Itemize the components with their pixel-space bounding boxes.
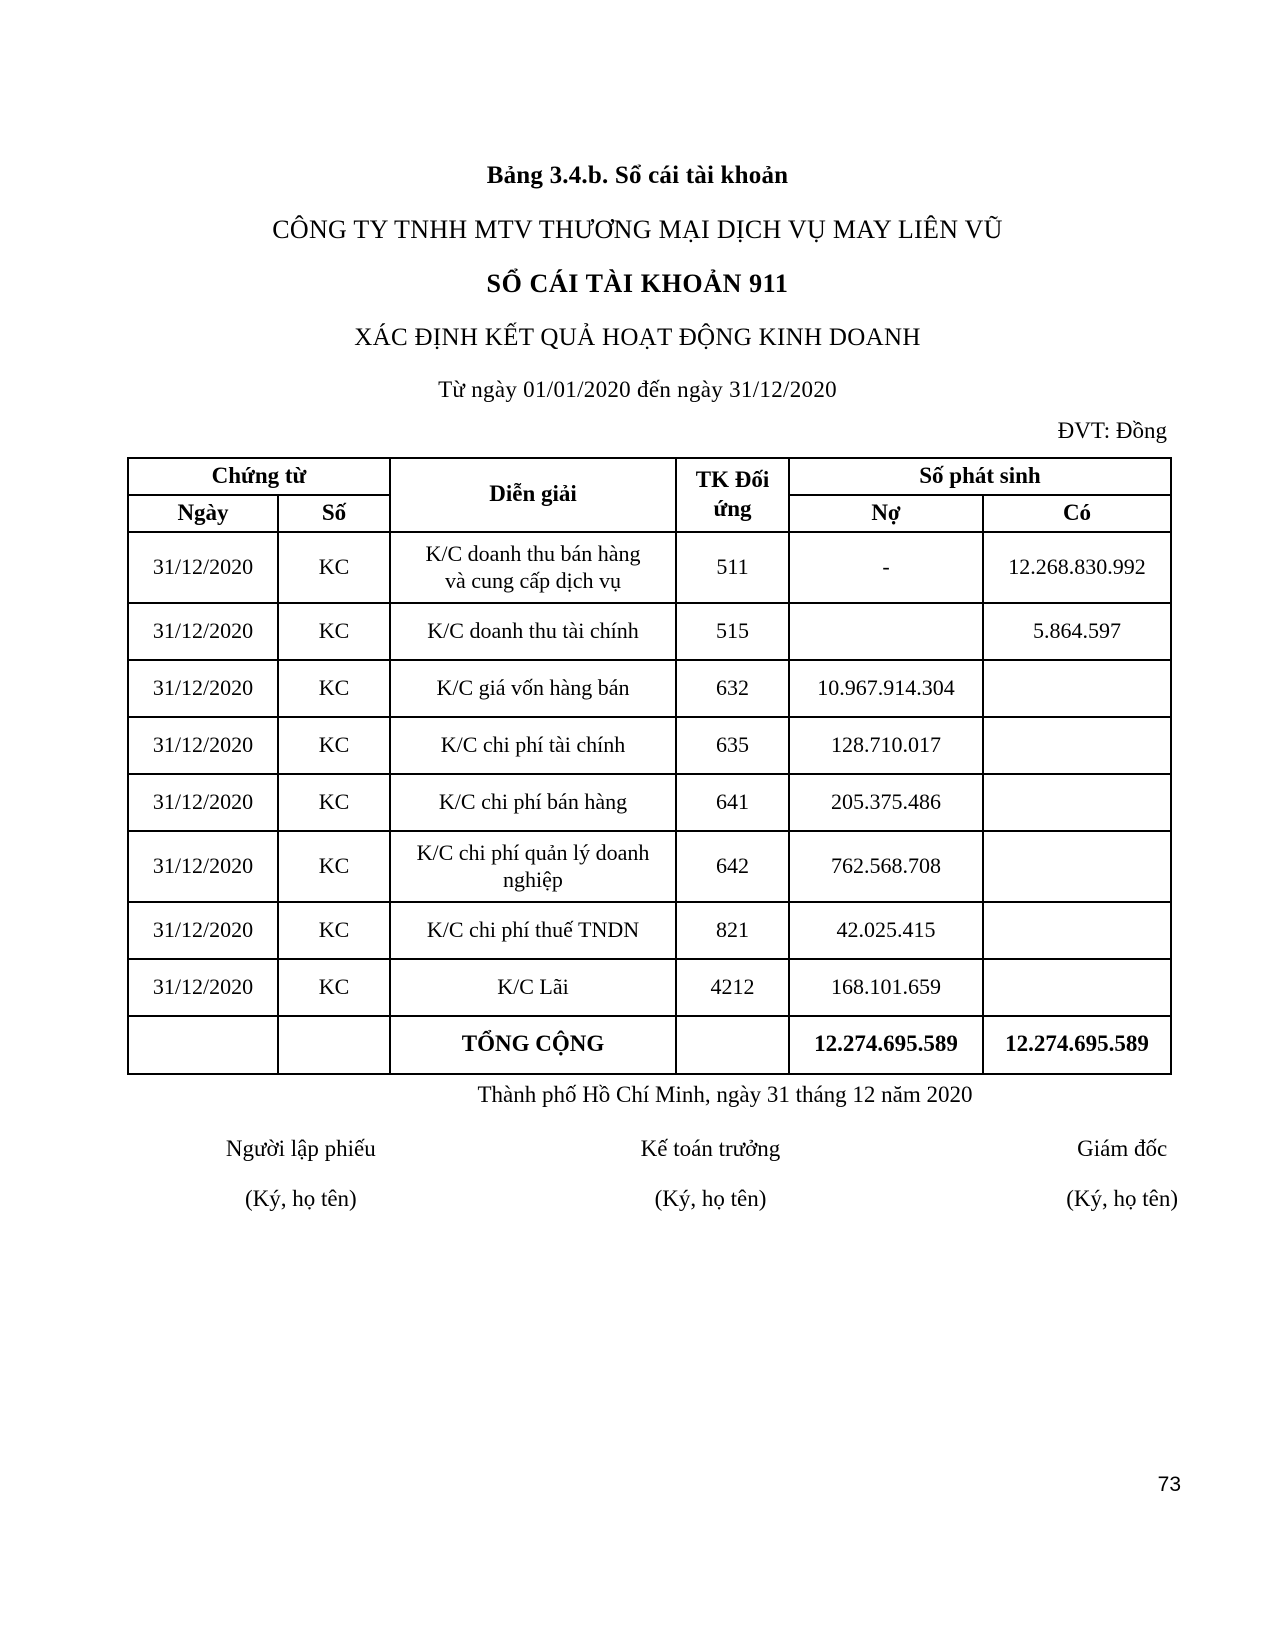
cell-date: 31/12/2020 [128,603,278,660]
description-line2: nghiệp [503,867,563,892]
signature-subtitles-row [127,1186,1179,1212]
cell-debit: 205.375.486 [789,774,983,831]
description-line1: K/C doanh thu bán hàng [425,540,641,566]
cell-date: 31/12/2020 [128,717,278,774]
signature-title-preparer: Người lập phiếu [225,1136,376,1161]
cell-number: KC [278,717,390,774]
cell-description [390,831,676,902]
cell-number: KC [278,660,390,717]
cell-number: KC [278,532,390,603]
cell-date: 31/12/2020 [128,774,278,831]
cell-description: K/C chi phí bán hàng [390,774,676,831]
cell-credit: 12.268.830.992 [983,532,1171,603]
ledger-table [127,457,1172,1075]
signature-sub-chief-accountant: (Ký, họ tên) [654,1186,767,1211]
total-debit: 12.274.695.589 [789,1016,983,1074]
cell-credit [983,902,1171,959]
table-row [128,603,1171,660]
cell-contra-account: 821 [676,902,789,959]
header-date: Ngày [128,495,278,532]
table-row [128,831,1171,902]
table-row [128,717,1171,774]
cell-credit [983,831,1171,902]
reporting-period: Từ ngày 01/01/2020 đến ngày 31/12/2020 [438,377,837,402]
cell-description: K/C chi phí thuế TNDN [390,902,676,959]
place-and-date: Thành phố Hồ Chí Minh, ngày 31 tháng 12 năm 2020 [477,1082,973,1107]
cell-credit [983,717,1171,774]
header-credit: Có [983,495,1171,532]
cell-debit: 10.967.914.304 [789,660,983,717]
table-row [128,532,1171,603]
cell-credit [983,959,1171,1016]
cell-description: K/C chi phí tài chính [390,717,676,774]
ledger-subtitle: XÁC ĐỊNH KẾT QUẢ HOẠT ĐỘNG KINH DOANH [354,324,921,351]
cell-debit: 128.710.017 [789,717,983,774]
cell-credit [983,660,1171,717]
cell-debit: 168.101.659 [789,959,983,1016]
cell-debit [789,603,983,660]
table-body [128,532,1171,1074]
signature-sub-director: (Ký, họ tên) [1066,1186,1179,1211]
cell-contra-account: 511 [676,532,789,603]
cell-number: KC [278,902,390,959]
total-label: TỔNG CỘNG [390,1016,676,1074]
signature-sub-preparer: (Ký, họ tên) [244,1186,357,1211]
table-row [128,959,1171,1016]
cell-date: 31/12/2020 [128,660,278,717]
page-number: 73 [1157,1473,1181,1496]
cell-contra-account: 632 [676,660,789,717]
header-number: Số [278,495,390,532]
cell-debit: 42.025.415 [789,902,983,959]
header-amounts-group: Số phát sinh [789,458,1171,495]
header-debit: Nợ [789,495,983,532]
total-cell-date [128,1016,278,1074]
document-header [0,163,1275,401]
cell-contra-account: 515 [676,603,789,660]
cell-number: KC [278,959,390,1016]
cell-date: 31/12/2020 [128,959,278,1016]
signature-titles-row [127,1136,1170,1162]
total-cell-number [278,1016,390,1074]
signature-title-chief-accountant: Kế toán trưởng [640,1136,781,1161]
total-credit: 12.274.695.589 [983,1016,1171,1074]
header-row-top [128,458,1171,495]
cell-contra-account: 642 [676,831,789,902]
table-row [128,902,1171,959]
currency-unit-note: ĐVT: Đồng [1057,418,1167,443]
cell-credit: 5.864.597 [983,603,1171,660]
cell-description: K/C Lãi [390,959,676,1016]
cell-credit [983,774,1171,831]
cell-number: KC [278,774,390,831]
cell-date: 31/12/2020 [128,902,278,959]
cell-debit: - [789,532,983,603]
cell-description [390,532,676,603]
header-contra-account-line2: ứng [713,495,752,521]
header-contra-account-line1: TK Đối [695,467,770,492]
table-caption: Bảng 3.4.b. Sổ cái tài khoản [486,162,789,189]
description-line2: và cung cấp dịch vụ [445,568,621,593]
header-description: Diễn giải [390,458,676,532]
cell-number: KC [278,831,390,902]
table-row [128,660,1171,717]
company-name: CÔNG TY TNHH MTV THƯƠNG MẠI DỊCH VỤ MAY LIÊN VŨ [272,215,1003,244]
cell-contra-account: 4212 [676,959,789,1016]
description-line1: K/C chi phí quản lý doanh [416,839,650,865]
table-row [128,774,1171,831]
cell-contra-account: 635 [676,717,789,774]
total-cell-contra-account [676,1016,789,1074]
cell-description: K/C giá vốn hàng bán [390,660,676,717]
table-head [128,458,1171,532]
header-contra-account [676,458,789,532]
cell-contra-account: 641 [676,774,789,831]
ledger-title: SỔ CÁI TÀI KHOẢN 911 [486,269,789,298]
signature-title-director: Giám đốc [1077,1136,1168,1161]
table-total-row [128,1016,1171,1074]
header-voucher-group: Chứng từ [128,458,390,495]
cell-date: 31/12/2020 [128,532,278,603]
cell-debit: 762.568.708 [789,831,983,902]
cell-date: 31/12/2020 [128,831,278,902]
cell-number: KC [278,603,390,660]
ledger-table-wrapper [127,457,1170,1075]
cell-description: K/C doanh thu tài chính [390,603,676,660]
